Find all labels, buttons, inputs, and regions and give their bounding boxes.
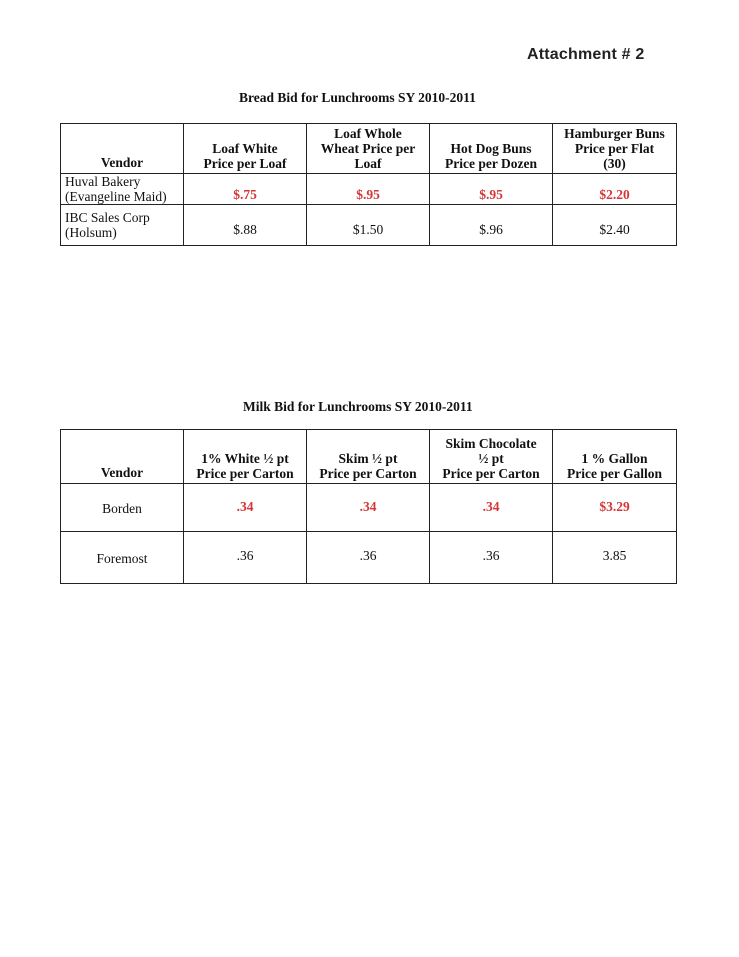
bread-header-row: [61, 124, 677, 174]
bread-header-hot-dog-buns: Hot Dog Buns Price per Dozen: [430, 124, 553, 174]
bread-price-cell: $.96: [430, 205, 553, 246]
bread-header-loaf-wheat: Loaf Whole Wheat Price per Loaf: [307, 124, 430, 174]
milk-vendor-cell: Foremost: [61, 532, 184, 584]
milk-bid-table: [60, 429, 677, 584]
milk-price-cell: .36: [307, 532, 430, 584]
milk-price-cell: $3.29: [553, 484, 677, 532]
milk-header-gallon: 1 % Gallon Price per Gallon: [553, 430, 677, 484]
bread-vendor-cell: IBC Sales Corp (Holsum): [61, 205, 184, 246]
milk-price-cell: 3.85: [553, 532, 677, 584]
bread-bid-title: Bread Bid for Lunchrooms SY 2010-2011: [239, 90, 476, 105]
bread-price-cell: $.95: [430, 174, 553, 205]
milk-price-cell: .36: [430, 532, 553, 584]
table-row: [61, 205, 677, 246]
milk-header-skim-chocolate: Skim Chocolate ½ pt Price per Carton: [430, 430, 553, 484]
bread-price-cell: $.88: [184, 205, 307, 246]
milk-header-white: 1% White ½ pt Price per Carton: [184, 430, 307, 484]
bread-bid-table: [60, 123, 677, 246]
milk-price-cell: .34: [430, 484, 553, 532]
bread-header-hamburger-buns: Hamburger Buns Price per Flat (30): [553, 124, 677, 174]
table-row: [61, 174, 677, 205]
bread-header-vendor: Vendor: [61, 124, 184, 174]
attachment-label: Attachment # 2: [527, 46, 645, 63]
bread-price-cell: $2.40: [553, 205, 677, 246]
milk-vendor-cell: Borden: [61, 484, 184, 532]
bread-price-cell: $1.50: [307, 205, 430, 246]
table-row: [61, 532, 677, 584]
bread-header-loaf-white: Loaf White Price per Loaf: [184, 124, 307, 174]
milk-price-cell: .34: [307, 484, 430, 532]
bread-vendor-cell: Huval Bakery (Evangeline Maid): [61, 174, 184, 205]
table-row: [61, 484, 677, 532]
bread-price-cell: $.75: [184, 174, 307, 205]
milk-header-vendor: Vendor: [61, 430, 184, 484]
milk-price-cell: .34: [184, 484, 307, 532]
milk-header-skim: Skim ½ pt Price per Carton: [307, 430, 430, 484]
bread-price-cell: $.95: [307, 174, 430, 205]
bread-price-cell: $2.20: [553, 174, 677, 205]
milk-bid-title: Milk Bid for Lunchrooms SY 2010-2011: [243, 399, 473, 414]
milk-header-row: [61, 430, 677, 484]
milk-price-cell: .36: [184, 532, 307, 584]
